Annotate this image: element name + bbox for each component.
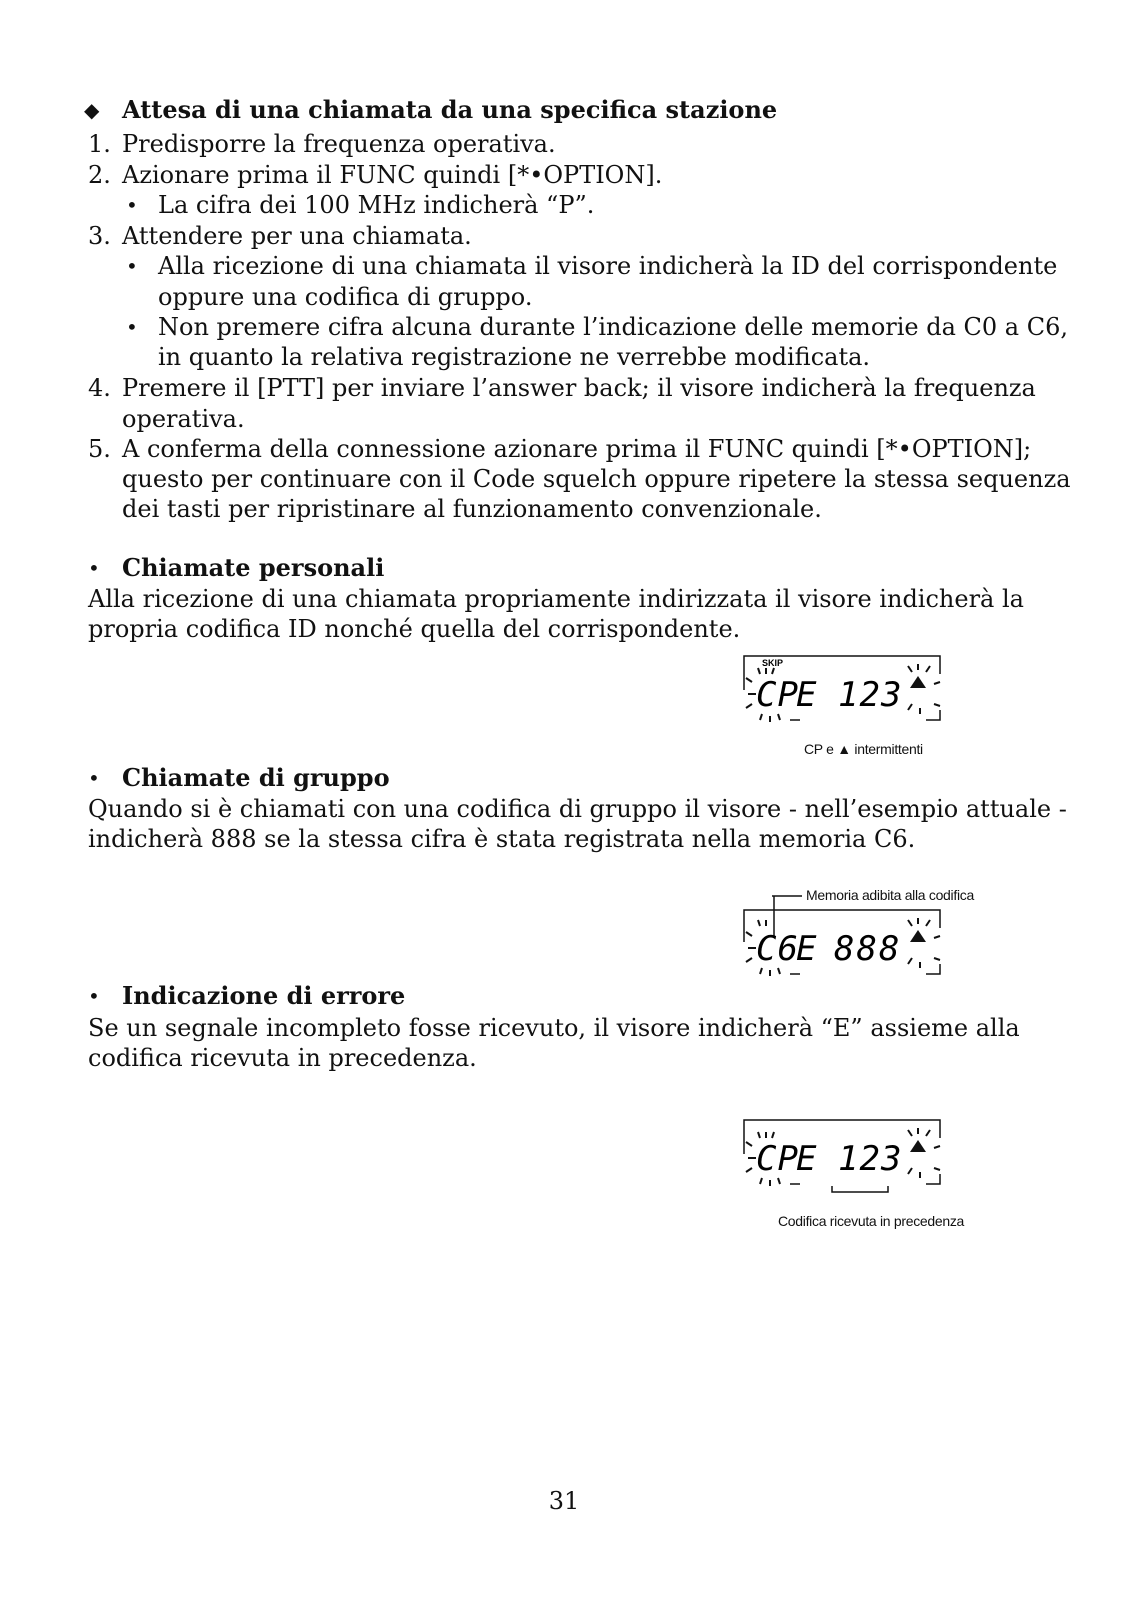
paragraph-line: codifica ricevuta in precedenza. <box>88 1044 477 1072</box>
bullet-icon: • <box>88 984 100 1008</box>
page-number: 31 <box>548 1487 580 1515</box>
paragraph-line: propria codifica ID nonché quella del corrispondente. <box>88 615 741 643</box>
step-text: Azionare prima il FUNC quindi [*•OPTION]. <box>122 161 663 189</box>
bullet-icon: • <box>126 315 138 339</box>
section-heading: Chiamate di gruppo <box>122 763 390 792</box>
paragraph-line: indicherà 888 se la stessa cifra è stata registrata nella memoria C6. <box>88 825 916 853</box>
step-number: 5. <box>88 435 111 463</box>
lcd-left-digits: C6 <box>756 929 799 969</box>
diamond-bullet-icon: ◆ <box>84 98 100 122</box>
lcd-display-group <box>740 890 950 994</box>
lcd-right-digits: 123 <box>838 675 903 715</box>
lcd-skip-indicator: SKIP <box>762 658 784 668</box>
lcd-caption: Codifica ricevuta in precedenza <box>778 1213 965 1229</box>
lcd-caption: CP e ▲ intermittenti <box>804 741 923 757</box>
lcd-display-personal <box>740 648 950 740</box>
bullet-text: oppure una codifica di gruppo. <box>158 283 533 311</box>
triangle-up-icon <box>910 676 926 688</box>
paragraph-line: Quando si è chiamati con una codifica di gruppo il visore - nell’esempio attuale - <box>88 795 1067 823</box>
svg-text:E: E <box>796 675 817 715</box>
bullet-icon: • <box>88 556 100 580</box>
svg-text:E: E <box>796 929 817 969</box>
step-text: dei tasti per ripristinare al funzionamento convenzionale. <box>122 495 822 523</box>
bullet-icon: • <box>126 254 138 278</box>
lcd-right-digits: 888 <box>834 929 902 969</box>
step-number: 3. <box>88 222 111 250</box>
step-number: 4. <box>88 374 111 402</box>
step-text: Predisporre la frequenza operativa. <box>122 130 556 158</box>
step-text: operativa. <box>122 405 245 433</box>
step-text: Premere il [PTT] per inviare l’answer back; il visore indicherà la frequenza <box>122 374 1036 402</box>
lcd-right-digits: 123 <box>838 1139 903 1179</box>
bullet-icon: • <box>88 766 100 790</box>
lcd-display-error <box>740 1112 950 1206</box>
step-text: questo per continuare con il Code squelch oppure ripetere la stessa sequenza <box>122 465 1071 493</box>
paragraph-line: Se un segnale incompleto fosse ricevuto, il visore indicherà “E” assieme alla <box>88 1014 1020 1042</box>
bullet-text: Non premere cifra alcuna durante l’indicazione delle memorie da C0 a C6, <box>158 313 1069 341</box>
lcd-left-digits: CP <box>756 675 799 715</box>
step-text: A conferma della connessione azionare prima il FUNC quindi [*•OPTION]; <box>122 435 1032 463</box>
triangle-up-icon <box>910 930 926 942</box>
bullet-text: Alla ricezione di una chiamata il visore indicherà la ID del corrispondente <box>158 252 1058 280</box>
triangle-up-icon <box>910 1140 926 1152</box>
step-number: 2. <box>88 161 111 189</box>
paragraph-line: Alla ricezione di una chiamata propriamente indirizzata il visore indicherà la <box>88 585 1024 613</box>
section-heading: Attesa di una chiamata da una specifica stazione <box>122 95 778 124</box>
bullet-text: La cifra dei 100 MHz indicherà “P”. <box>158 191 595 219</box>
step-text: Attendere per una chiamata. <box>122 222 472 250</box>
bullet-icon: • <box>126 193 138 217</box>
lcd-caption: Memoria adibita alla codifica <box>806 887 974 903</box>
svg-text:E: E <box>796 1139 817 1179</box>
bullet-text: in quanto la relativa registrazione ne verrebbe modificata. <box>158 343 871 371</box>
section-heading: Indicazione di errore <box>122 981 406 1010</box>
section-heading: Chiamate personali <box>122 553 385 582</box>
lcd-left-digits: CP <box>756 1139 799 1179</box>
step-number: 1. <box>88 130 111 158</box>
